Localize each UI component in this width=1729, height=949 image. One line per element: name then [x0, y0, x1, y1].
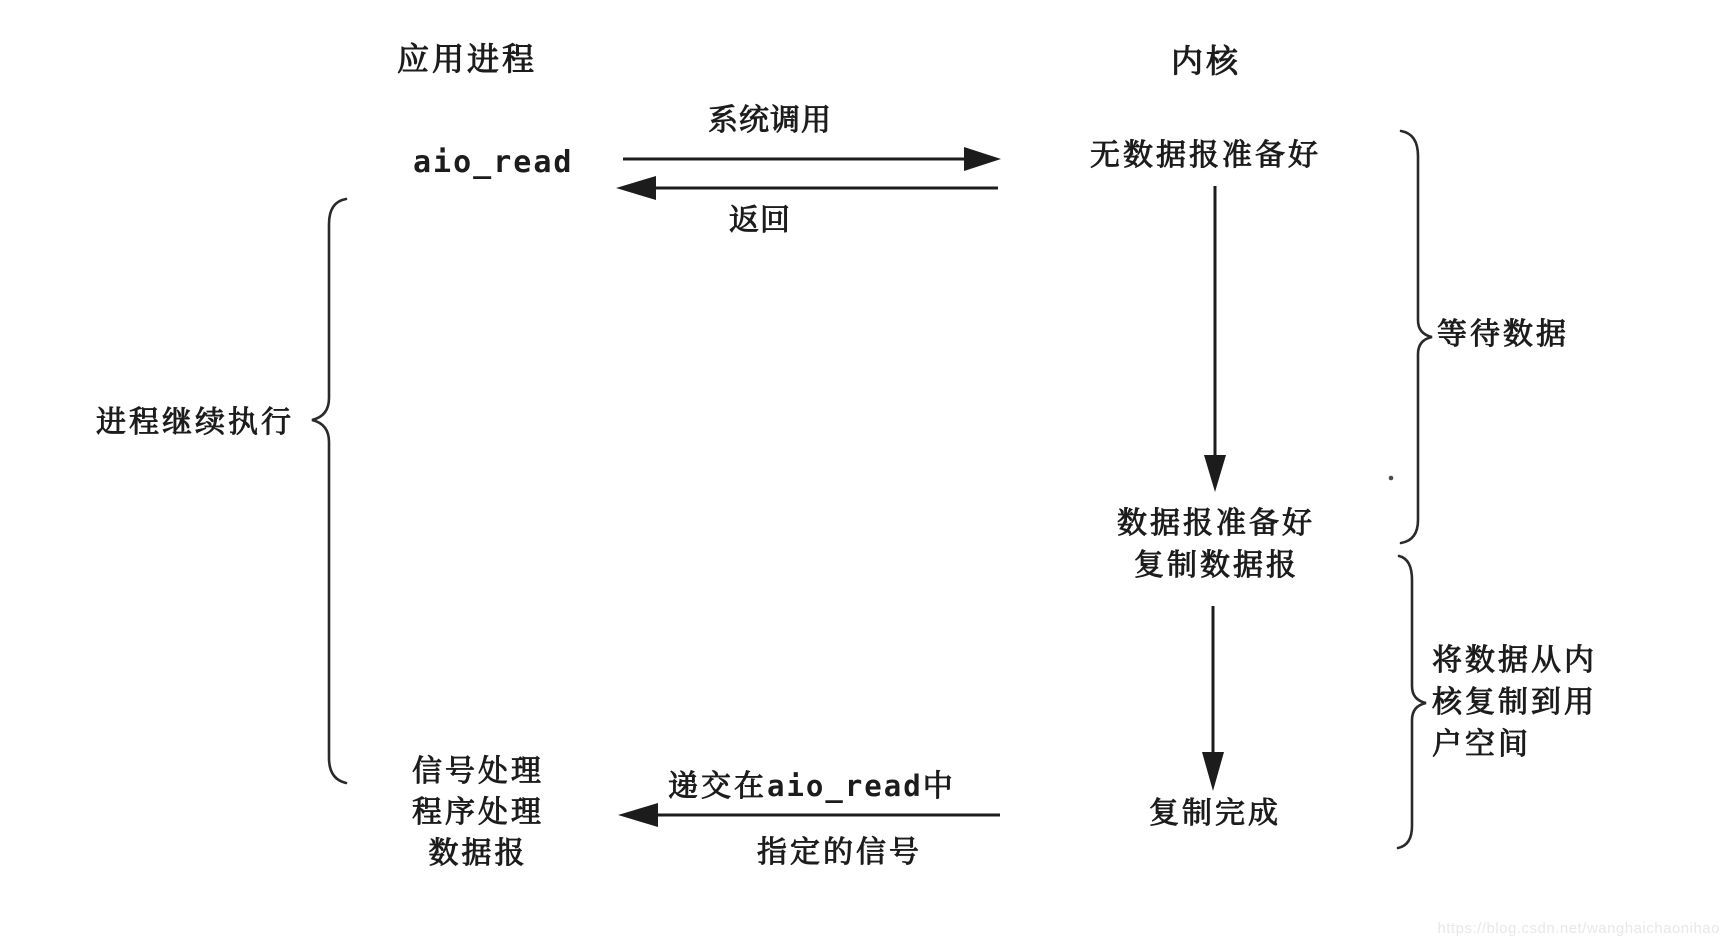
deliver-signal-suffix: 中 [922, 770, 956, 803]
copy-datagram-label: 复制数据报 [1134, 549, 1299, 582]
arrowhead-down-icon [1202, 752, 1224, 791]
process-continues-label: 进程继续执行 [96, 406, 294, 439]
arrowhead-right-icon [964, 147, 1001, 171]
wait-for-data-brace [1401, 131, 1432, 543]
copy-to-user-brace [1398, 556, 1426, 848]
copy-to-user-label-line1: 将数据从内 [1432, 644, 1597, 677]
copy-to-user-label-line3: 户空间 [1432, 728, 1531, 761]
return-arrow [616, 176, 998, 200]
deliver-signal-arrow [618, 803, 1000, 827]
signal-handler-label [398, 751, 558, 874]
csdn-watermark: https://blog.csdn.net/wanghaichaonihao [1437, 920, 1720, 937]
wait-for-data-label: 等待数据 [1437, 318, 1569, 351]
deliver-signal-code: aio_read [767, 769, 923, 803]
process-continues-brace [312, 199, 346, 783]
no-datagram-ready-label: 无数据报准备好 [1090, 139, 1321, 172]
arrowhead-left-icon [616, 176, 656, 200]
datagram-ready-label: 数据报准备好 [1117, 507, 1315, 540]
copy-to-user-label-line2: 核复制到用 [1432, 686, 1597, 719]
scan-speck [1389, 476, 1394, 481]
deliver-signal-prefix: 递交在 [668, 770, 767, 803]
deliver-signal-label-line1 [668, 770, 956, 803]
copy-complete-label: 复制完成 [1149, 797, 1281, 830]
copy-vertical-arrow [1202, 606, 1224, 791]
deliver-signal-label-line2: 指定的信号 [757, 836, 922, 869]
wait-data-vertical-arrow [1204, 186, 1226, 492]
arrowhead-down-icon [1204, 455, 1226, 492]
right-column-header: 内核 [1171, 43, 1242, 79]
system-call-label: 系统调用 [708, 104, 832, 137]
signal-handler-line2: 程序处理 [412, 796, 544, 829]
copy-to-user-label [1432, 640, 1597, 766]
signal-handler-line1: 信号处理 [412, 755, 544, 788]
return-label: 返回 [729, 204, 791, 237]
aio-read-call-label: aio_read [413, 145, 574, 180]
left-column-header: 应用进程 [397, 41, 538, 77]
arrowhead-left-icon [618, 803, 658, 827]
signal-handler-line3: 数据报 [428, 837, 528, 870]
system-call-arrow [623, 147, 1001, 171]
